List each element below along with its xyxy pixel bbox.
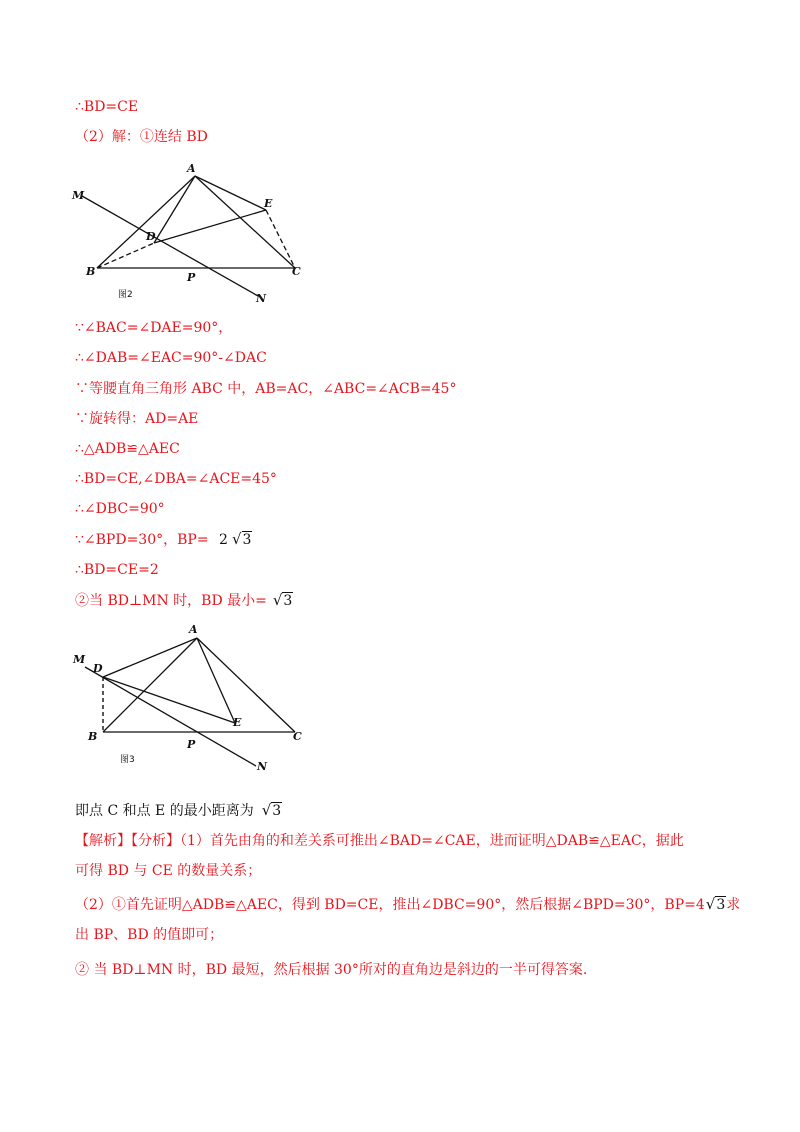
sqrt-radicand: 3 — [283, 593, 293, 609]
sqrt-radicand: 3 — [272, 803, 282, 819]
fig3-label-n: N — [257, 760, 268, 773]
analysis-line-2: 可得 BD 与 CE 的数量关系； — [75, 863, 262, 879]
proof-line-12 — [75, 590, 293, 611]
fig2-label-m: M — [72, 189, 85, 202]
proof-line-7: ∴△ADB≌△AEC — [75, 441, 180, 457]
fig3-label-e: E — [233, 716, 242, 729]
proof-line-10-text: ∵∠BPD=30°，BP= — [75, 532, 209, 548]
fig3-label-c: C — [293, 730, 302, 743]
fig2-label-n: N — [256, 292, 267, 305]
proof-line-8: ∴BD=CE,∠DBA=∠ACE=45° — [75, 471, 277, 487]
sqrt-sign: √3 — [261, 801, 282, 819]
proof-line-6: ∵旋转得：AD=AE — [75, 411, 199, 427]
sqrt-sign: √3 — [705, 895, 726, 913]
conclusion-text: 即点 C 和点 E 的最小距离为 — [75, 803, 254, 819]
figure-2-diagram — [70, 160, 310, 310]
fig3-label-m: M — [73, 653, 86, 666]
fig3-label-p: P — [187, 738, 196, 751]
fig2-label-c: C — [292, 265, 301, 278]
proof-line-2: （2）解：①连结 BD — [75, 129, 208, 145]
analysis-line-3 — [75, 894, 740, 915]
proof-line-4: ∴∠DAB=∠EAC=90°-∠DAC — [75, 350, 267, 366]
sqrt-radicand: 3 — [242, 532, 252, 548]
proof-line-1: ∴BD=CE — [75, 99, 139, 115]
fig2-caption: 图2 — [118, 290, 133, 300]
sqrt-sign: √3 — [272, 591, 293, 609]
proof-line-5: ∵等腰直角三角形 ABC 中，AB=AC，∠ABC=∠ACB=45° — [75, 381, 457, 397]
figure-2 — [70, 160, 310, 310]
proof-line-10 — [75, 529, 252, 550]
fig2-label-p: P — [187, 271, 196, 284]
fig3-label-b: B — [88, 730, 98, 743]
proof-line-9: ∴∠DBC=90° — [75, 501, 165, 517]
proof-line-3: ∵∠BAC=∠DAE=90°， — [75, 320, 233, 336]
sqrt-sign: √3 — [231, 530, 252, 548]
analysis-line-5: ② 当 BD⊥MN 时，BD 最短，然后根据 30°所对的直角边是斜边的一半可得答案. — [75, 962, 588, 978]
fig2-label-a: A — [187, 162, 196, 175]
fig3-label-d: D — [93, 662, 103, 675]
proof-line-12-text: ②当 BD⊥MN 时，BD 最小= — [75, 593, 267, 609]
sqrt-radicand: 3 — [716, 897, 726, 913]
fig3-label-a: A — [189, 623, 198, 636]
analysis-line-3-tail: 求 — [726, 897, 741, 913]
proof-line-11: ∴BD=CE=2 — [75, 562, 159, 578]
analysis-line-3-text: （2）①首先证明△ADB≌△AEC，得到 BD=CE，推出∠DBC=90°，然后根据∠BPD=30°，BP=4 — [75, 897, 705, 913]
conclusion-line — [75, 800, 282, 821]
figure-3 — [70, 620, 310, 775]
fig2-label-d: D — [146, 230, 156, 243]
analysis-line-1: 【解析】【分析】（1）首先由角的和差关系可推出∠BAD=∠CAE，进而证明△DAB≌△EAC，据此 — [75, 833, 684, 849]
fig3-caption: 图3 — [120, 755, 135, 765]
fig2-label-e: E — [264, 197, 273, 210]
fig2-label-b: B — [86, 265, 96, 278]
bp-coefficient: 2 — [219, 532, 228, 548]
analysis-line-4: 出 BP、BD 的值即可； — [75, 927, 224, 943]
figure-3-diagram — [70, 620, 310, 775]
